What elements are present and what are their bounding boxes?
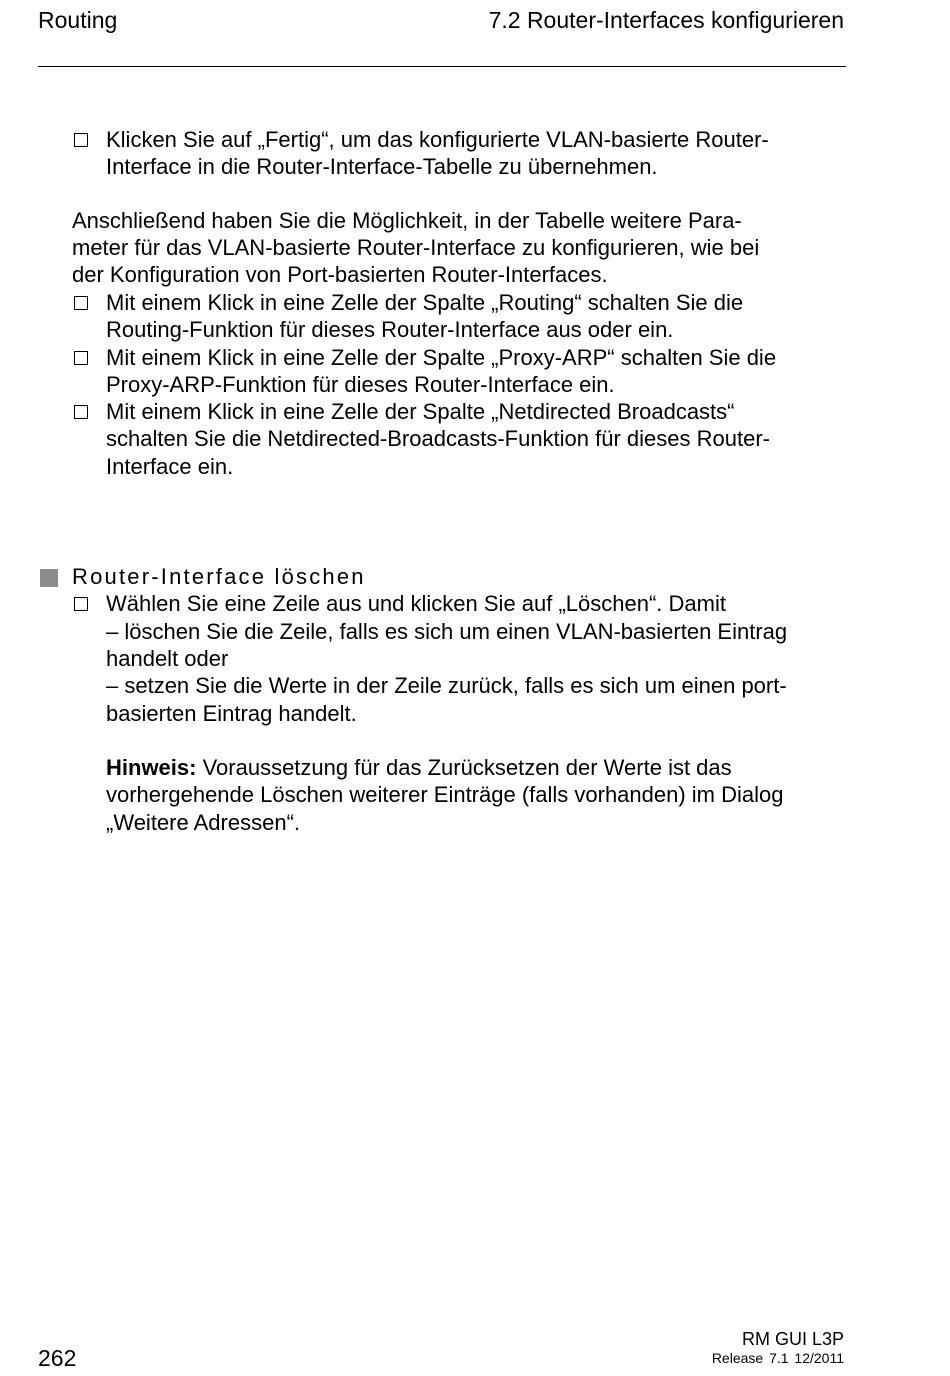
note-line-1 [106,755,732,781]
step-routing-line-2: Routing-Funktion für dieses Router-Interface aus oder ein. [106,317,674,342]
step-delete-line-3: handelt oder [106,646,229,671]
step-delete-line-5: basierten Eintrag handelt. [106,701,357,726]
step-proxy-arp-line-1: Mit einem Klick in eine Zelle der Spalte „Proxy-ARP“ schalten Sie die [106,345,777,370]
step-netdirected-line-3: Interface ein. [106,454,234,479]
section-bullet-square [40,569,58,587]
header-chapter: Routing [38,7,118,33]
step-delete-line-4: – setzen Sie die Werte in der Zeile zurück, falls es sich um einen port- [106,673,787,698]
note-label: Hinweis: [106,755,197,780]
intro-line-2: meter für das VLAN-basierte Router-Interface zu konfigurieren, wie bei [72,235,760,260]
step-finish-line-2: Interface in die Router-Interface-Tabelle zu übernehmen. [106,154,658,179]
note-text: Voraussetzung für das Zurücksetzen der Werte ist das [196,755,732,780]
step-proxy-arp-line-2: Proxy-ARP-Funktion für dieses Router-Interface ein. [106,372,615,397]
header-section-title: 7.2 Router-Interfaces konfigurieren [488,7,844,33]
intro-line-1: Anschließend haben Sie die Möglichkeit, in der Tabelle weitere Para- [72,208,742,233]
step-routing-line-1: Mit einem Klick in eine Zelle der Spalte „Routing“ schalten Sie die [106,290,744,315]
step-finish-line-1: Klicken Sie auf „Fertig“, um das konfigurierte VLAN-basierte Router- [106,127,769,152]
step-checkbox-delete [74,597,88,611]
step-delete-line-2: – löschen Sie die Zeile, falls es sich um einen VLAN-basierten Eintrag [106,619,788,644]
intro-line-3: der Konfiguration von Port-basierten Router-Interfaces. [72,262,608,287]
step-netdirected-line-1: Mit einem Klick in eine Zelle der Spalte „Netdirected Broadcasts“ [106,399,735,424]
footer-release: Release 7.1 12/2011 [711,1350,844,1366]
header-rule [38,66,846,67]
step-netdirected-line-2: schalten Sie die Netdirected-Broadcasts-Funktion für dieses Router- [106,426,770,451]
step-checkbox-proxy-arp [74,351,88,365]
note-line-2: vorhergehende Löschen weiterer Einträge (falls vorhanden) im Dialog [106,782,784,807]
page-number: 262 [38,1345,77,1371]
step-delete-line-1: Wählen Sie eine Zeile aus und klicken Sie auf „Löschen“. Damit [106,591,726,616]
step-checkbox-finish [74,133,88,147]
step-checkbox-netdirected [74,405,88,419]
note-line-3: „Weitere Adressen“. [106,810,301,835]
section-title-delete: Router-Interface löschen [72,564,366,589]
footer-doc-name: RM GUI L3P [741,1329,844,1349]
step-checkbox-routing [74,296,88,310]
